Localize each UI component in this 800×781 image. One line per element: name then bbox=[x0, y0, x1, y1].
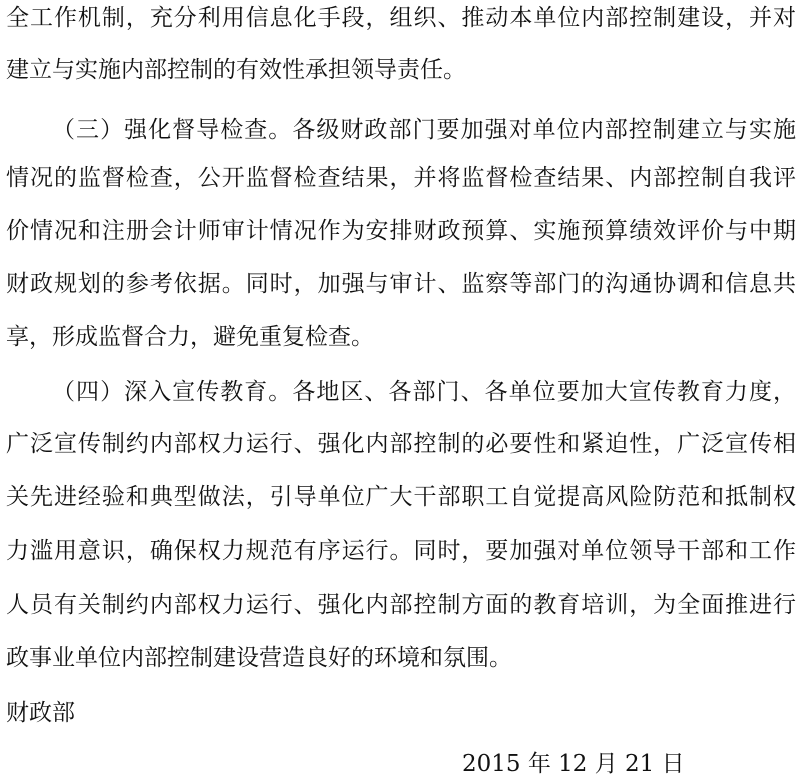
paragraph-2-line-2: 情况的监督检查，公开监督检查结果，并将监督检查结果、内部控制自我评 bbox=[6, 165, 796, 191]
paragraph-3-line-2: 广泛宣传制约内部权力运行、强化内部控制的必要性和紧迫性，广泛宣传相 bbox=[6, 431, 796, 457]
paragraph-2-line-5: 享，形成监督合力，避免重复检查。 bbox=[6, 324, 374, 350]
paragraph-2-line-4: 财政规划的参考依据。同时，加强与审计、监察等部门的沟通协调和信息共 bbox=[6, 271, 796, 297]
paragraph-3-line-3: 关先进经验和典型做法，引导单位广大干部职工自觉提高风险防范和抵制权 bbox=[6, 484, 796, 510]
paragraph-3-line-6: 政事业单位内部控制建设营造良好的环境和氛围。 bbox=[6, 645, 512, 671]
paragraph-3-line-1: （四）深入宣传教育。各地区、各部门、各单位要加大宣传教育力度， bbox=[52, 379, 796, 405]
document-date: 2015 年 12 月 21 日 bbox=[462, 751, 685, 777]
paragraph-3-line-5: 人员有关制约内部权力运行、强化内部控制方面的教育培训，为全面推进行 bbox=[6, 592, 796, 618]
paragraph-1-line-1: 全工作机制，充分利用信息化手段，组织、推动本单位内部控制建设，并对 bbox=[6, 5, 796, 31]
paragraph-2-line-3: 价情况和注册会计师审计情况作为安排财政预算、实施预算绩效评价与中期 bbox=[6, 218, 796, 244]
paragraph-2-line-1: （三）强化督导检查。各级财政部门要加强对单位内部控制建立与实施 bbox=[52, 117, 796, 143]
signature: 财政部 bbox=[6, 700, 75, 726]
paragraph-1-line-2: 建立与实施内部控制的有效性承担领导责任。 bbox=[6, 57, 466, 83]
paragraph-3-line-4: 力滥用意识，确保权力规范有序运行。同时，要加强对单位领导干部和工作 bbox=[6, 538, 796, 564]
